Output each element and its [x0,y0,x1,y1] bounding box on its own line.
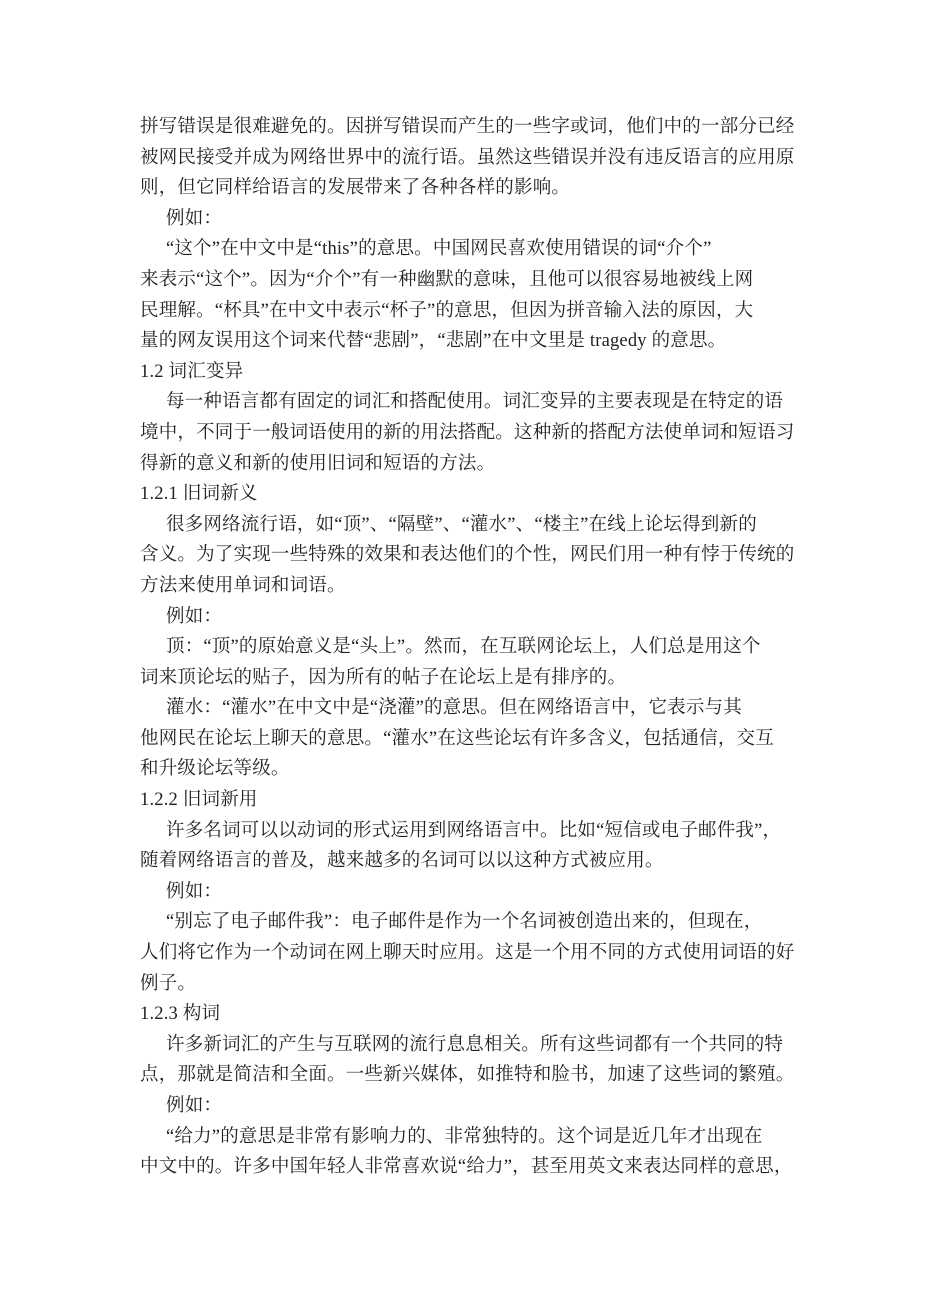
paragraph-line: 很多网络流行语，如“顶”、“隔壁”、“灌水”、“楼主”在线上论坛得到新的 [166,514,757,535]
paragraph-line: 词来顶论坛的贴子，因为所有的帖子在论坛上是有排序的。 [140,667,627,688]
paragraph-line: 境中，不同于一般词语使用的新的用法搭配。这种新的搭配方法使单词和短语习 [140,422,795,443]
paragraph-line: 许多名词可以以动词的形式运用到网络语言中。比如“短信或电子邮件我”， [166,820,782,841]
paragraph-line: 被网民接受并成为网络世界中的流行语。虽然这些错误并没有违反语言的应用原 [140,147,795,168]
paragraph-line: 含义。为了实现一些特殊的效果和表达他们的个性，网民们用一种有悖于传统的 [140,545,795,566]
paragraph-line: 人们将它作为一个动词在网上聊天时应用。这是一个用不同的方式使用词语的好 [140,943,795,964]
section-heading-1-2-1: 1.2.1 旧词新义 [140,484,258,505]
example-label: 例如： [166,606,223,627]
example-label: 例如： [166,1096,223,1116]
paragraph-line: 许多新词汇的产生与互联网的流行息息相关。所有这些词都有一个共同的特 [166,1034,784,1055]
paragraph-line: 点，那就是简洁和全面。一些新兴媒体，如推特和脸书，加速了这些词的繁殖。 [140,1065,795,1086]
paragraph-line: 得新的意义和新的使用旧词和短语的方法。 [140,453,496,474]
paragraph-line: 每一种语言都有固定的词汇和搭配使用。词汇变异的主要表现是在特定的语 [166,392,784,413]
example-label: 例如： [166,881,223,902]
paragraph-line: 来表示“这个”。因为“介个”有一种幽默的意味，且他可以很容易地被线上网 [140,269,754,290]
example-label: 例如： [166,208,223,229]
paragraph-line: 他网民在论坛上聊天的意思。“灌水”在这些论坛有许多含义，包括通信，交互 [140,728,774,749]
paragraph-line: 和升级论坛等级。 [140,759,290,780]
paragraph-line: 随着网络语言的普及，越来越多的名词可以以这种方式被应用。 [140,851,664,872]
paragraph-line: “别忘了电子邮件我”：电子邮件是作为一个名词被创造出来的，但现在， [166,912,763,933]
paragraph-line: 量的网友误用这个词来代替“悲剧”，“悲剧”在中文里是 tragedy 的意思。 [140,331,727,352]
paragraph-line: 例子。 [140,973,197,994]
paragraph-line: 则，但它同样给语言的发展带来了各种各样的影响。 [140,178,571,199]
section-heading-1-2: 1.2 词汇变异 [140,361,244,382]
paragraph-line: 拼写错误是很难避免的。因拼写错误而产生的一些字或词，他们中的一部分已经 [140,117,795,137]
section-heading-1-2-3: 1.2.3 构词 [140,1004,221,1025]
section-heading-1-2-2: 1.2.2 旧词新用 [140,790,258,811]
paragraph-line: 方法来使用单词和词语。 [140,575,346,596]
paragraph-line: 民理解。“杯具”在中文中表示“杯子”的意思，但因为拼音输入法的原因，大 [140,300,754,321]
paragraph-line: 灌水：“灌水”在中文中是“浇灌”的意思。但在网络语言中，它表示与其 [166,698,742,719]
paragraph-line: “这个”在中文中是“this”的意思。中国网民喜欢使用错误的词“介个” [166,239,712,260]
paragraph-line: 中文中的。许多中国年轻人非常喜欢说“给力”，甚至用英文来表达同样的意思， [140,1157,793,1178]
paragraph-line: 顶：“顶”的原始意义是“头上”。然而，在互联网论坛上，人们总是用这个 [166,637,761,658]
paragraph-line: “给力”的意思是非常有影响力的、非常独特的。这个词是近几年才出现在 [166,1126,763,1147]
